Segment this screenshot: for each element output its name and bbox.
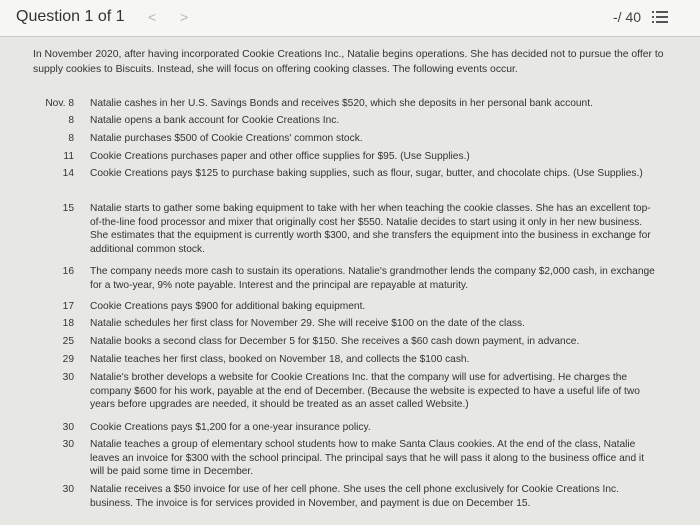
event-text: Natalie opens a bank account for Cookie Creations Inc. xyxy=(90,115,340,126)
event-date: 14 xyxy=(62,168,74,179)
event-text: Cookie Creations pays $1,200 for a one-year insurance policy. xyxy=(90,422,371,433)
event-date: 25 xyxy=(62,336,74,347)
event-text: Natalie teaches her first class, booked on November 18, and collects the $100 cash. xyxy=(90,354,470,365)
previous-question-button[interactable]: < xyxy=(148,9,157,25)
question-content xyxy=(0,37,700,525)
score-display: -/ 40 xyxy=(613,9,642,25)
event-date: 17 xyxy=(62,301,74,312)
next-question-button[interactable]: > xyxy=(180,9,189,25)
event-text: The company needs more cash to sustain its operations. Natalie's grandmother lends the company $2,000 cash, in exchange for a two-year, 9% note payable. Interest and the principal are repayable at maturity. xyxy=(90,266,655,291)
event-text: Cookie Creations pays $900 for additional baking equipment. xyxy=(90,301,366,312)
intro-paragraph: In November 2020, after having incorporated Cookie Creations Inc., Natalie begins operations. She has decided not to pursue the offer to supply cookies to Biscuits. Instead, she will focus on offering cooking classes. The following events occur. xyxy=(33,49,664,75)
question-header xyxy=(0,0,700,37)
event-text: Natalie receives a $50 invoice for use of her cell phone. She uses the cell phone exclusively for Cookie Creations Inc. business. The invoice is for services provided in November, and payment is due on December 15. xyxy=(90,484,619,509)
event-date: 30 xyxy=(62,484,74,495)
event-date: 8 xyxy=(68,115,74,126)
question-label: Question 1 of 1 xyxy=(16,8,125,25)
event-date: 16 xyxy=(62,266,74,277)
event-text: Natalie purchases $500 of Cookie Creations' common stock. xyxy=(90,133,363,144)
event-text: Natalie starts to gather some baking equipment to take with her when teaching the cookie classes. She has an excellent top-of-the-line food processor and mixer that originally cost her $550. Natalie decides to start using it only in her new business. She estimates that the equipment is currently worth $300, and she transfers the equipment into the business in exchange for additional common stock. xyxy=(90,203,651,255)
event-text: Cookie Creations pays $125 to purchase baking supplies, such as flour, sugar, butter, and chocolate chips. (Use Supplies.) xyxy=(90,168,643,179)
event-text: Cookie Creations purchases paper and other office supplies for $95. (Use Supplies.) xyxy=(90,151,470,162)
event-date: 8 xyxy=(68,133,74,144)
event-text: Natalie schedules her first class for November 29. She will receive $100 on the date of the class. xyxy=(90,318,525,329)
event-date: 30 xyxy=(62,372,74,383)
event-date: 15 xyxy=(62,203,74,214)
event-date: Nov. 8 xyxy=(45,98,74,109)
event-date: 30 xyxy=(62,422,74,433)
list-icon[interactable] xyxy=(652,10,668,24)
event-date: 30 xyxy=(62,439,74,450)
event-text: Natalie books a second class for December 5 for $150. She receives a $60 cash down payment, in advance. xyxy=(90,336,580,347)
event-date: 18 xyxy=(62,318,74,329)
event-text: Natalie cashes in her U.S. Savings Bonds and receives $520, which she deposits in her personal bank account. xyxy=(90,98,593,109)
event-date: 11 xyxy=(63,151,74,162)
event-text: Natalie's brother develops a website for Cookie Creations Inc. that the company will use for advertising. He charges the company $600 for his work, payable at the end of December. (Because the website is expected to have a useful life of two years before upgrades are needed, it should be treated as an asset called Website.) xyxy=(90,372,640,411)
event-date: 29 xyxy=(62,354,74,365)
event-text: Natalie teaches a group of elementary school students how to make Santa Claus cookies. At the end of the class, Natalie leaves an invoice for $300 with the school principal. The principal says that he will pass it along to the business office and it will be paid some time in December. xyxy=(90,439,645,478)
